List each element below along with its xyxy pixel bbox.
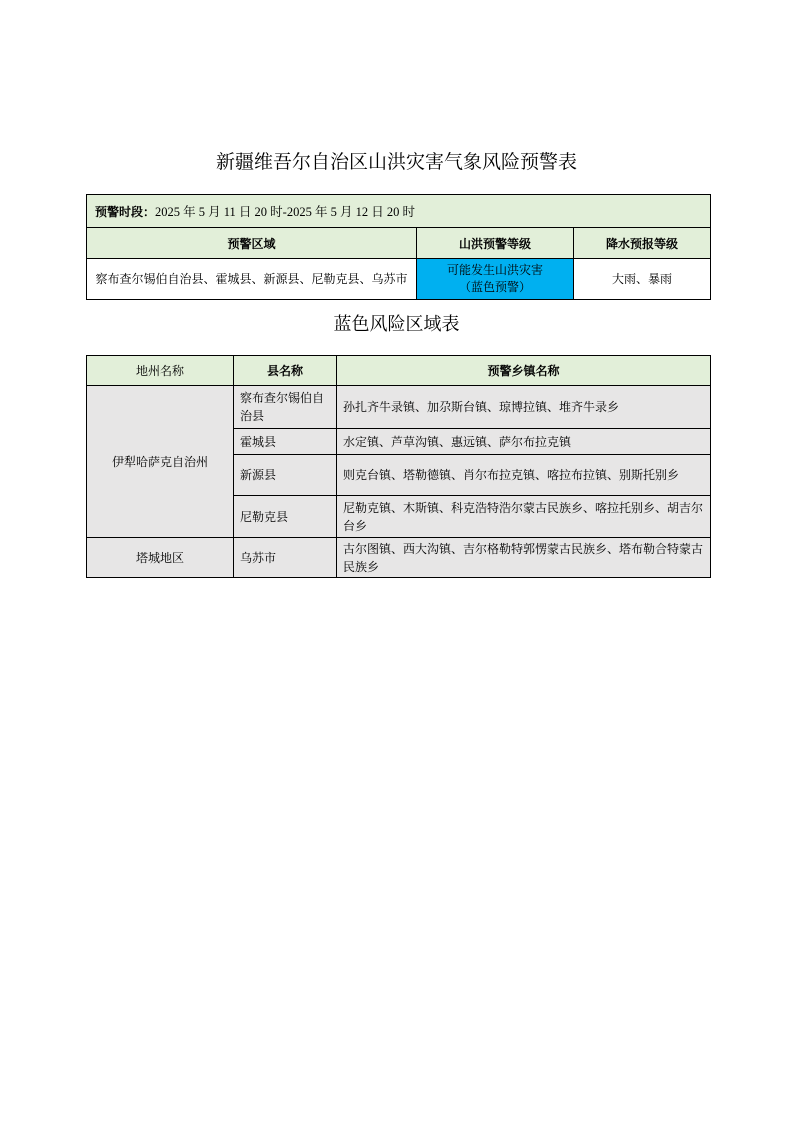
county-cell: 尼勒克县 [234,496,337,538]
warning-period-label: 预警时段： [95,205,156,219]
table-row [87,538,711,578]
area-header-row [87,356,711,386]
document-title: 新疆维吾尔自治区山洪灾害气象风险预警表 [215,151,577,173]
header-towns: 预警乡镇名称 [337,356,711,386]
risk-area-table [86,355,711,578]
county-cell: 乌苏市 [234,538,337,578]
header-flood-level: 山洪预警等级 [417,228,574,259]
towns-cell: 尼勒克镇、木斯镇、科克浩特浩尔蒙古民族乡、喀拉托别乡、胡吉尔台乡 [337,496,711,538]
warning-period-value: 2025 年 5 月 11 日 20 时-2025 年 5 月 12 日 20 时 [155,205,415,219]
towns-cell: 水定镇、芦草沟镇、惠远镇、萨尔布拉克镇 [337,429,711,455]
county-cell: 霍城县 [234,429,337,455]
flood-level-cell [417,259,574,300]
rain-level-cell: 大雨、暴雨 [574,259,711,300]
county-cell: 新源县 [234,455,337,496]
header-rain-level: 降水预报等级 [574,228,711,259]
header-warning-area: 预警区域 [87,228,417,259]
towns-cell: 则克台镇、塔勒德镇、肖尔布拉克镇、喀拉布拉镇、别斯托别乡 [337,455,711,496]
warning-area-cell: 察布查尔锡伯自治县、霍城县、新源县、尼勒克县、乌苏市 [87,259,417,300]
flood-level-color-label: （蓝色预警） [458,280,531,294]
prefecture-cell: 塔城地区 [87,538,234,578]
flood-level-text: 可能发生山洪灾害 [446,263,543,277]
warning-header-row [87,228,711,259]
prefecture-cell: 伊犁哈萨克自治州 [87,386,234,538]
towns-cell: 古尔图镇、西大沟镇、吉尔格勒特郭愣蒙古民族乡、塔布勒合特蒙古民族乡 [337,538,711,578]
header-prefecture: 地州名称 [87,356,234,386]
towns-cell: 孙扎齐牛录镇、加尕斯台镇、琼博拉镇、堆齐牛录乡 [337,386,711,429]
warning-period-row [87,195,711,228]
warning-data-row [87,259,711,300]
header-county: 县名称 [234,356,337,386]
table-row [87,386,711,429]
county-cell: 察布查尔锡伯自治县 [234,386,337,429]
warning-table [86,194,711,300]
section-title: 蓝色风险区域表 [333,314,460,335]
warning-period-cell [87,195,711,228]
